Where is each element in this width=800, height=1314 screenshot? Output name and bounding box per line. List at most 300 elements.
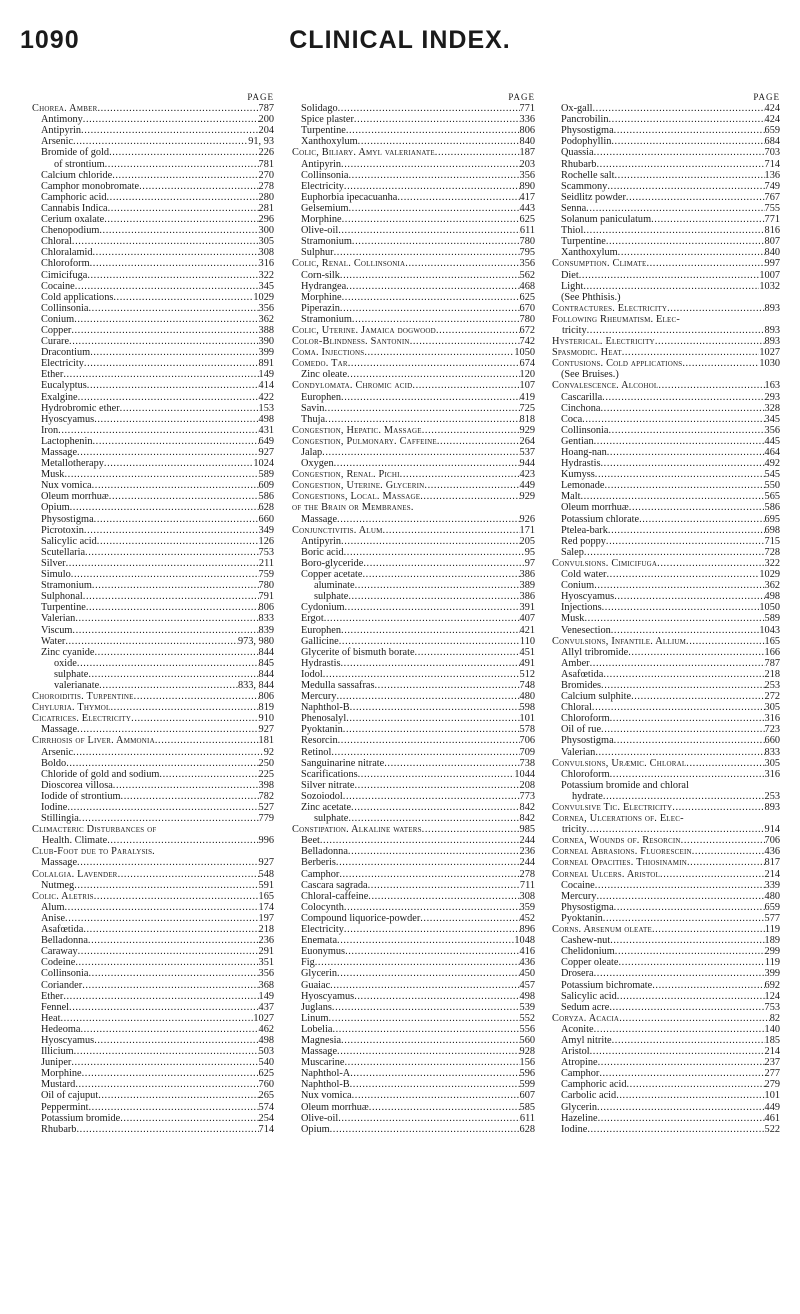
index-page-ref: 204 <box>258 125 274 137</box>
index-term: Rochelle salt <box>561 169 615 181</box>
dot-leader <box>358 136 520 147</box>
index-page-ref: 436 <box>764 846 780 858</box>
dot-leader <box>342 292 520 303</box>
index-entry <box>32 957 274 968</box>
index-term: Conjunctivitis. Alum <box>292 524 383 536</box>
dot-leader <box>328 1013 519 1024</box>
index-term: Cornea, Ulcerations of. Elec- <box>552 813 684 825</box>
index-term: Cashew-nut <box>561 935 611 947</box>
index-term: Cornea, Wounds of. Resorcin <box>552 835 681 847</box>
index-term: Ether <box>41 990 64 1002</box>
index-term: Thuja <box>301 413 326 425</box>
dot-leader <box>94 647 258 658</box>
dot-leader <box>579 270 760 281</box>
dot-leader <box>652 924 765 935</box>
index-term: Mustard <box>41 1079 76 1091</box>
index-term: Salicylic acid <box>41 535 97 547</box>
index-term: Contusions. Cold applications <box>552 358 683 370</box>
index-entry <box>552 436 780 447</box>
dot-leader <box>64 469 258 480</box>
index-term: Anise <box>41 912 66 924</box>
dot-leader <box>74 880 258 891</box>
index-entry <box>292 236 535 247</box>
dot-leader <box>341 392 520 403</box>
dot-leader <box>324 613 520 624</box>
dot-leader <box>92 480 259 491</box>
index-entry <box>552 1035 780 1046</box>
index-entry <box>552 369 780 380</box>
index-term: Muscarine <box>301 1057 345 1069</box>
index-entry <box>552 880 780 891</box>
index-term: Compound liquorice-powder <box>301 912 421 924</box>
index-term: Colocynth <box>301 901 344 913</box>
index-page-ref: 787 <box>258 103 274 115</box>
index-page-ref: 197 <box>258 912 274 924</box>
dot-leader <box>78 392 259 403</box>
dot-leader <box>619 1013 770 1024</box>
index-term: Enemata <box>301 935 338 947</box>
index-term: Chloral-caffeine <box>301 890 369 902</box>
index-term: Potassium chlorate <box>561 513 640 525</box>
index-page-ref: 1027 <box>253 1012 274 1024</box>
dot-leader <box>631 691 764 702</box>
index-entry <box>32 192 274 203</box>
dot-leader <box>88 935 259 946</box>
index-entry <box>32 1046 274 1057</box>
index-entry <box>552 647 780 658</box>
index-page-ref: 424 <box>764 114 780 126</box>
dot-leader <box>354 114 520 125</box>
index-term: Valerian <box>41 613 76 625</box>
index-entry <box>292 502 535 513</box>
index-entry <box>552 591 780 602</box>
index-term: Colic, Uterine. Jamaica dogwood <box>292 324 436 336</box>
index-term: Iodine <box>41 802 68 813</box>
index-page-ref: 997 <box>764 258 780 270</box>
index-page-ref: 609 <box>258 480 274 492</box>
index-page-ref: 780 <box>258 580 274 592</box>
dot-leader <box>692 846 765 857</box>
index-term: Allyl tribromide <box>561 646 629 658</box>
dot-leader <box>139 181 258 192</box>
dot-leader <box>437 436 520 447</box>
dot-leader <box>79 813 259 824</box>
index-page-ref: 670 <box>519 302 535 314</box>
dot-leader <box>345 946 519 957</box>
dot-leader <box>347 369 520 380</box>
dot-leader <box>85 547 259 558</box>
index-term: Musk <box>41 469 65 481</box>
index-entry <box>292 780 535 791</box>
index-term: Amber <box>561 657 590 669</box>
index-entry <box>552 1113 780 1124</box>
index-entry <box>32 214 274 225</box>
dot-leader <box>76 1124 258 1135</box>
index-page-ref: 449 <box>519 480 535 492</box>
dot-leader <box>77 447 259 458</box>
dot-leader <box>344 602 519 613</box>
index-term: tricity <box>562 324 587 336</box>
index-entry <box>552 547 780 558</box>
index-page-ref: 296 <box>258 214 274 226</box>
index-term: Europhen <box>301 624 342 636</box>
dot-leader <box>320 835 520 846</box>
index-page-ref: 386 <box>519 569 535 581</box>
index-term: Sulphur <box>301 247 334 259</box>
index-entry <box>292 980 535 991</box>
index-entry <box>32 591 274 602</box>
index-page-ref: 388 <box>258 324 274 336</box>
dot-leader <box>350 1079 520 1090</box>
index-entry <box>292 114 535 125</box>
index-entry <box>552 203 780 214</box>
index-page-ref: 753 <box>764 1001 780 1013</box>
index-page-ref: 562 <box>519 269 535 281</box>
index-entry <box>552 303 780 314</box>
index-term: Pyoktanin <box>561 912 603 924</box>
index-page-ref: 464 <box>764 447 780 458</box>
index-term: Solanum paniculatum <box>561 214 652 226</box>
index-entry <box>552 669 780 680</box>
index-entry <box>32 724 274 735</box>
dot-leader <box>120 1113 258 1124</box>
index-entry <box>292 680 535 691</box>
dot-leader <box>355 580 520 591</box>
index-term: Berberis <box>301 857 336 869</box>
dot-leader <box>340 658 519 669</box>
dot-leader <box>601 724 765 735</box>
index-entry <box>552 869 780 880</box>
index-page-ref: 322 <box>764 557 780 569</box>
index-entry <box>552 502 780 513</box>
index-entry <box>32 791 274 802</box>
dot-leader <box>348 170 519 181</box>
index-entry <box>552 702 780 713</box>
dot-leader <box>587 824 765 835</box>
index-page-ref: 1029 <box>759 569 780 581</box>
index-term: Simulo <box>41 569 71 581</box>
index-term: Cerium oxalate <box>41 214 105 226</box>
dot-leader <box>94 1035 258 1046</box>
index-page-ref: 389 <box>519 580 535 592</box>
index-entry <box>32 780 274 791</box>
dot-leader <box>113 292 253 303</box>
dot-leader <box>336 691 519 702</box>
index-entry <box>292 835 535 846</box>
index-entry <box>292 414 535 425</box>
dot-leader <box>604 480 764 491</box>
index-page-ref: 1050 <box>759 602 780 614</box>
index-term: Arsenic <box>41 746 74 758</box>
index-term: Picrotoxin <box>41 524 84 536</box>
index-page-ref: 709 <box>519 746 535 758</box>
index-page-ref: 208 <box>519 779 535 791</box>
index-page-ref: 550 <box>764 480 780 492</box>
index-page-ref: 1027 <box>759 347 780 359</box>
index-page-ref: 714 <box>258 1123 274 1135</box>
dot-leader <box>72 625 258 636</box>
index-term: Potassium bichromate <box>561 979 653 991</box>
index-entry <box>552 791 780 802</box>
index-page-ref: 692 <box>764 979 780 991</box>
dot-leader <box>368 880 520 891</box>
index-term: Convulsions, Uræmic. Chloral <box>552 757 687 769</box>
index-term: Health. Climate <box>42 835 108 847</box>
index-entry <box>32 902 274 913</box>
index-entry <box>552 336 780 347</box>
dot-leader <box>105 159 259 170</box>
dot-leader <box>629 502 765 513</box>
index-page-ref: 419 <box>519 391 535 403</box>
dot-leader <box>601 680 765 691</box>
index-page-ref: 844 <box>258 646 274 658</box>
index-page-ref: 698 <box>764 524 780 536</box>
index-page-ref: 586 <box>258 491 274 503</box>
index-term: Beet <box>301 835 320 847</box>
dot-leader <box>322 447 519 458</box>
dot-leader <box>58 425 258 436</box>
index-term: Bromides <box>561 679 602 691</box>
index-page-ref: 362 <box>764 580 780 592</box>
dot-leader <box>338 225 520 236</box>
index-entry <box>32 270 274 281</box>
index-term: Euphorbia ipecacuanha <box>301 191 398 203</box>
dot-leader <box>608 525 765 536</box>
index-entry <box>292 181 535 192</box>
index-page-ref: 660 <box>258 513 274 525</box>
index-term: Physostigma <box>41 513 94 525</box>
index-entry <box>552 724 780 735</box>
dot-leader <box>595 469 765 480</box>
index-entry <box>552 1124 780 1135</box>
index-term: Cimicifuga <box>41 269 88 281</box>
index-page-ref: 714 <box>764 158 780 170</box>
dot-leader <box>348 813 519 824</box>
index-entry <box>32 314 274 325</box>
index-page-ref: 844 <box>258 668 274 680</box>
index-entry <box>552 1013 780 1024</box>
index-page-ref: 214 <box>764 1046 780 1058</box>
dot-leader <box>107 835 258 846</box>
index-entry <box>292 636 535 647</box>
index-term: Hydrangea <box>301 280 347 292</box>
dot-leader <box>94 514 259 525</box>
index-entry <box>32 125 274 136</box>
index-entry <box>292 303 535 314</box>
index-term: Alum <box>41 901 65 913</box>
index-term: Fennel <box>41 1001 70 1013</box>
index-term: Gentian <box>561 435 594 447</box>
index-page-ref: 399 <box>764 968 780 980</box>
dot-leader <box>590 658 765 669</box>
index-term: Arsenic <box>41 136 74 148</box>
index-entry <box>292 1113 535 1124</box>
index-entry <box>292 514 535 525</box>
index-page-ref: 755 <box>764 202 780 214</box>
index-page-ref: 386 <box>519 591 535 603</box>
dot-leader <box>368 891 519 902</box>
index-term: Spasmodic. Heat <box>552 347 622 359</box>
dot-leader <box>337 1046 520 1057</box>
index-entry <box>32 203 274 214</box>
index-entry <box>552 480 780 491</box>
index-term: Glycerin <box>301 968 338 980</box>
index-page-ref: 368 <box>258 979 274 991</box>
index-entry <box>292 747 535 758</box>
index-page-ref: 565 <box>764 491 780 503</box>
dot-leader <box>336 857 520 868</box>
index-page-ref: 461 <box>764 1112 780 1124</box>
dot-leader <box>332 1024 519 1035</box>
index-page-ref: 807 <box>764 236 780 248</box>
dot-leader <box>639 514 764 525</box>
index-entry <box>292 491 535 502</box>
index-entry <box>32 980 274 991</box>
index-entry <box>292 758 535 769</box>
dot-leader <box>615 946 765 957</box>
index-term: Calcium chloride <box>41 169 113 181</box>
dot-leader <box>332 1002 520 1013</box>
index-term: Iodide of strontium <box>41 790 121 802</box>
index-term: Solidago <box>301 103 338 115</box>
index-page-ref: 781 <box>258 158 274 170</box>
index-entry <box>32 1035 274 1046</box>
dot-leader <box>352 1090 520 1101</box>
index-entry <box>32 303 274 314</box>
dot-leader <box>63 991 258 1002</box>
index-term: Hysterical. Electricity <box>552 336 655 348</box>
index-term: of strontium <box>54 158 105 170</box>
dot-leader <box>92 247 258 258</box>
index-term: Copper acetate <box>301 569 363 581</box>
index-entry <box>32 636 274 647</box>
index-page-ref: 780 <box>519 313 535 325</box>
index-page-ref: 236 <box>519 846 535 858</box>
index-term: Illicium <box>41 1046 74 1058</box>
index-term: Metallotherapy <box>41 458 104 470</box>
index-term: Corn-silk <box>301 269 340 281</box>
index-entry <box>32 547 274 558</box>
index-entry <box>292 436 535 447</box>
index-entry <box>32 758 274 769</box>
index-entry <box>552 525 780 536</box>
dot-leader <box>614 591 764 602</box>
dot-leader <box>595 880 765 891</box>
index-page-ref: 672 <box>519 324 535 336</box>
index-entry <box>292 1002 535 1013</box>
index-term: Convulsive Tic. Electricity <box>552 802 673 813</box>
dot-leader <box>90 258 259 269</box>
dot-leader <box>420 491 519 502</box>
index-entry <box>32 103 274 114</box>
index-entry <box>292 103 535 114</box>
index-term: Coriander <box>41 979 83 991</box>
index-entry <box>32 1090 274 1101</box>
index-term: Ergot <box>301 613 324 625</box>
dot-leader <box>628 647 764 658</box>
index-page-ref: 218 <box>764 668 780 680</box>
index-entry <box>552 1090 780 1101</box>
index-page-ref: 625 <box>519 291 535 303</box>
index-page-ref: 300 <box>258 225 274 237</box>
index-entry <box>552 491 780 502</box>
index-term: Turpentine <box>41 602 86 614</box>
index-term: Pancrobilin <box>561 114 609 126</box>
index-page-ref: 356 <box>258 968 274 980</box>
index-entry <box>32 680 274 691</box>
dot-leader <box>75 957 258 968</box>
index-term: oxide <box>54 657 77 669</box>
dot-leader <box>420 913 519 924</box>
index-term: Corns. Arsenum oleate <box>552 924 652 936</box>
index-entry <box>552 247 780 258</box>
index-page-ref: 119 <box>764 957 780 969</box>
dot-leader <box>72 236 259 247</box>
dot-leader <box>77 724 259 735</box>
index-term: Morphine <box>301 214 342 226</box>
index-term: Linum <box>301 1012 329 1024</box>
index-page-ref: 498 <box>764 591 780 603</box>
dot-leader <box>652 980 764 991</box>
index-entry <box>552 580 780 591</box>
index-term: Cannabis Indica <box>41 202 108 214</box>
index-term: Congestion, Hepatic. Massage <box>292 424 422 436</box>
dot-leader <box>341 536 520 547</box>
index-entry <box>552 1046 780 1057</box>
index-term: Hyoscyamus <box>41 413 95 425</box>
index-page-ref: 339 <box>764 879 780 891</box>
index-entry <box>32 702 274 713</box>
index-term: Fig <box>301 957 315 969</box>
index-page-ref: 599 <box>519 1079 535 1091</box>
dot-leader <box>104 214 258 225</box>
index-page-ref: 738 <box>519 757 535 769</box>
dot-leader <box>337 514 520 525</box>
dot-leader <box>344 181 520 192</box>
index-entry <box>292 281 535 292</box>
index-page-ref: 540 <box>258 1057 274 1069</box>
dot-leader <box>330 1124 520 1135</box>
index-term: Constipation. Alkaline waters <box>292 824 422 836</box>
index-page-ref: 291 <box>258 946 274 958</box>
index-entry <box>32 1124 274 1135</box>
index-entry <box>292 558 535 569</box>
dot-leader <box>655 336 765 347</box>
index-page-ref: 833 <box>258 613 274 625</box>
dot-leader <box>73 136 248 147</box>
dot-leader <box>600 403 764 414</box>
index-page-ref: 527 <box>258 802 274 813</box>
index-column-1 <box>32 92 274 1135</box>
dot-leader <box>397 192 519 203</box>
index-entry <box>552 780 780 791</box>
dot-leader <box>90 347 258 358</box>
dot-leader <box>610 713 765 724</box>
index-page-ref: 299 <box>764 946 780 958</box>
index-term: valerianate <box>54 679 100 691</box>
index-term: Diet <box>561 269 579 281</box>
index-term: Naphthol-B <box>301 702 350 714</box>
dot-leader <box>651 214 764 225</box>
index-entry <box>32 225 274 236</box>
dot-leader <box>70 502 259 513</box>
dot-leader <box>343 724 520 735</box>
index-entry <box>32 258 274 269</box>
index-page-ref: 422 <box>258 391 274 403</box>
dot-leader <box>435 147 520 158</box>
index-term: aluminate <box>314 580 355 592</box>
index-page-ref: 927 <box>258 447 274 458</box>
